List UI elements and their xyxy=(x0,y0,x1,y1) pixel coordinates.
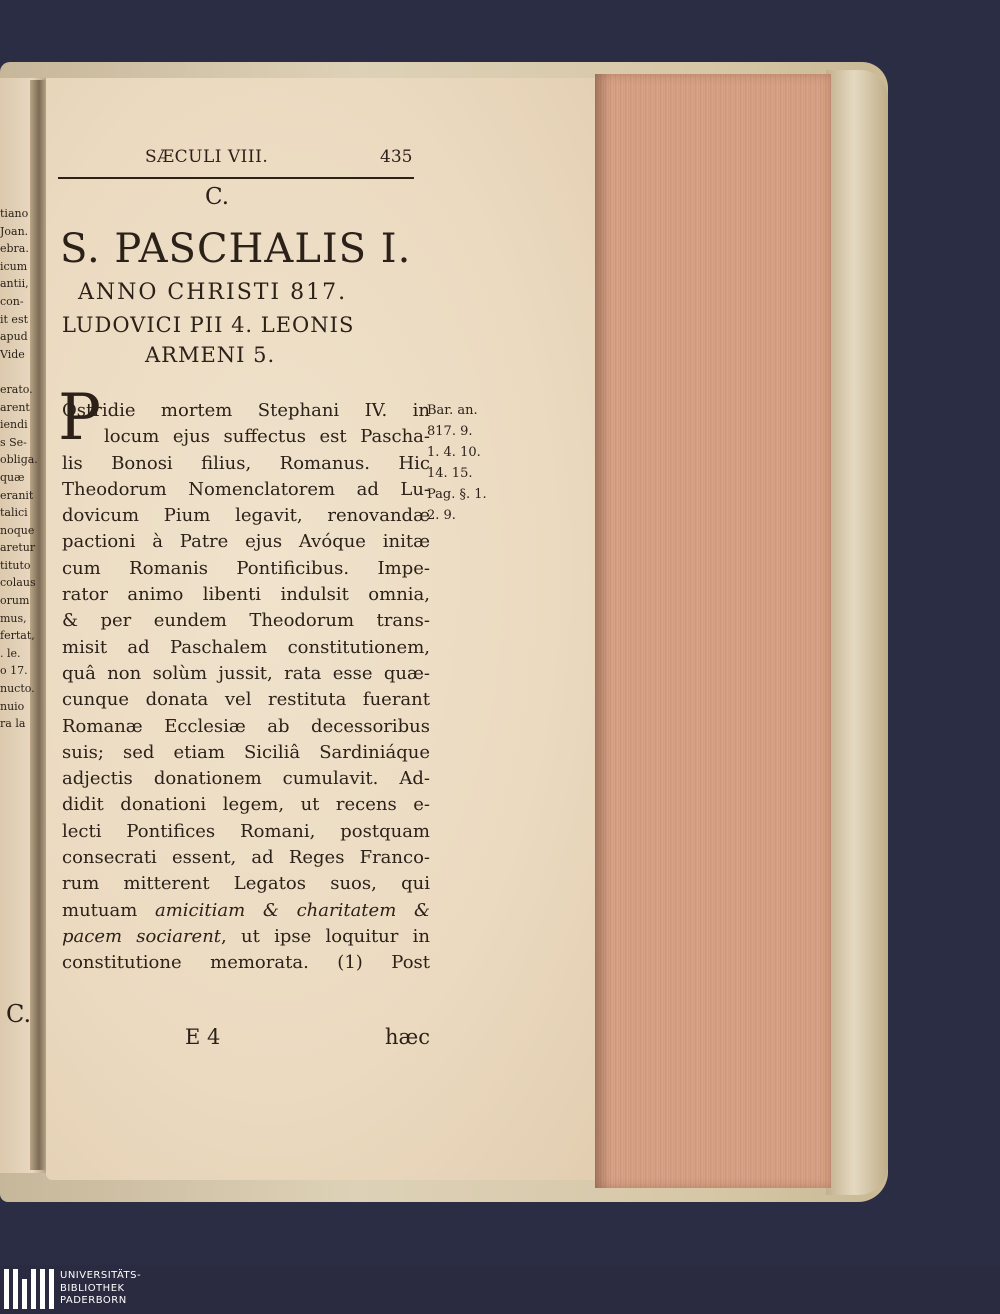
margin-note: 817. 9. xyxy=(427,424,473,439)
body-line: dovicum Pium legavit, renovandæ xyxy=(62,505,430,527)
body-line: suis; sed etiam Siciliâ Sardiniáque xyxy=(62,741,430,763)
body-line-last: constitutione memorata. (1) Post xyxy=(62,952,430,974)
left-page-fragment: o 17. xyxy=(0,664,28,678)
left-page-fragment: Vide xyxy=(0,347,25,361)
body-span: , ut ipse loquitur in xyxy=(221,925,430,947)
left-page-fragment: erato. xyxy=(0,382,33,396)
left-page-fragment xyxy=(0,363,40,381)
library-logo-icon xyxy=(4,1269,54,1309)
left-page-catchword: C. xyxy=(6,1000,32,1028)
margin-note: Pag. §. 1. xyxy=(427,487,487,502)
body-line: rator animo libenti indulsit omnia, xyxy=(62,584,430,606)
left-page-fragment: arent xyxy=(0,400,30,414)
body-italic-span: pacem sociarent xyxy=(62,925,222,947)
left-page-fragment: icum xyxy=(0,259,28,273)
chapter-title: S. PASCHALIS I. xyxy=(60,226,412,272)
body-line: didit donationi legem, ut recens e- xyxy=(62,794,430,816)
body-line: cum Romanis Pontificibus. Impe- xyxy=(62,557,430,579)
left-page-fragment: antii, xyxy=(0,277,29,291)
left-page-fragment: apud xyxy=(0,330,28,344)
left-page-fragment: noque xyxy=(0,523,35,537)
body-line: adjectis donationem cumulavit. Ad- xyxy=(62,768,430,790)
running-head: SÆCULI VIII. xyxy=(145,147,269,167)
left-page-fragment: mus, xyxy=(0,611,27,625)
left-page-fragment: talici xyxy=(0,506,28,520)
body-line: pactioni à Patre ejus Avóque initæ xyxy=(62,531,430,553)
left-page-fragment: obliga. xyxy=(0,453,38,467)
page-block-shadow xyxy=(595,74,611,1188)
left-page-fragment: nucto. xyxy=(0,682,35,696)
left-page-fragment: eranit xyxy=(0,488,34,502)
left-page-fragment: nuio xyxy=(0,699,25,713)
body-text xyxy=(62,398,430,977)
left-page-fragment: it est xyxy=(0,312,29,326)
left-page-fragment: . le. xyxy=(0,646,21,660)
body-line: consecrati essent, ad Reges Franco- xyxy=(62,847,430,869)
left-page-fragment: con- xyxy=(0,294,24,308)
subtitle-line-2: LUDOVICI PII 4. LEONIS xyxy=(62,313,355,337)
left-page-fragment: fertat, xyxy=(0,629,35,643)
margin-notes xyxy=(427,400,517,526)
left-page-fragment: quæ xyxy=(0,470,25,484)
left-page-fragment: colaus xyxy=(0,576,36,590)
body-line: locum ejus suffectus est Pascha- xyxy=(104,426,430,448)
body-line: Ostridie mortem Stephani IV. in xyxy=(62,400,430,421)
body-line: lis Bonosi filius, Romanus. Hic xyxy=(62,452,430,474)
book-cover-edge xyxy=(826,70,888,1195)
signature-mark: E 4 xyxy=(185,1025,221,1049)
page-block-edges xyxy=(595,74,831,1188)
body-span: mutuam xyxy=(62,899,155,921)
library-footer xyxy=(0,1265,1000,1314)
body-line: quâ non solùm jussit, rata esse quæ- xyxy=(62,662,430,684)
body-line: & per eundem Theodorum trans- xyxy=(62,610,430,632)
margin-note: 1. 4. 10. xyxy=(427,445,481,460)
body-italic-span: amicitiam & charitatem & xyxy=(154,899,430,921)
page-number: 435 xyxy=(380,147,413,167)
margin-note: Bar. an. xyxy=(427,403,478,418)
left-page-fragment: tiano xyxy=(0,207,29,220)
margin-note: 14. 15. xyxy=(427,466,473,481)
body-line: cunque donata vel restituta fuerant xyxy=(62,689,430,711)
body-line: rum mitterent Legatos suos, qui xyxy=(62,873,430,895)
subtitle-line-1: ANNO CHRISTI 817. xyxy=(78,280,348,305)
body-line: Theodorum Nomenclatorem ad Lu- xyxy=(62,478,430,500)
body-line: Romanæ Ecclesiæ ab decessoribus xyxy=(62,715,430,737)
header-rule xyxy=(58,177,414,179)
body-line-italic-2 xyxy=(62,924,430,950)
left-page-fragment: Joan. xyxy=(0,224,29,238)
subtitle-line-3: ARMENI 5. xyxy=(145,343,276,367)
left-page-fragment: tituto xyxy=(0,558,31,572)
body-line-italic-1 xyxy=(62,898,430,924)
body-line: lecti Pontifices Romani, postquam xyxy=(62,820,430,842)
left-page-fragment: iendi xyxy=(0,418,28,432)
logo-line: UNIVERSITÄTS- xyxy=(60,1270,142,1281)
left-page-fragment: ebra. xyxy=(0,242,29,256)
section-letter: C. xyxy=(205,184,230,210)
left-page-fragment: aretur xyxy=(0,541,36,555)
library-logo-text xyxy=(60,1270,141,1308)
logo-line: BIBLIOTHEK xyxy=(60,1282,125,1294)
drop-cap: P xyxy=(58,381,102,455)
logo-line: PADERBORN xyxy=(60,1295,127,1306)
body-line: misit ad Paschalem constitutionem, xyxy=(62,636,430,658)
left-page-fragment: orum xyxy=(0,594,30,608)
catchword: hæc xyxy=(385,1025,431,1049)
left-page-fragment: s Se- xyxy=(0,435,27,449)
left-page-text-fragments xyxy=(0,205,40,733)
margin-note: 2. 9. xyxy=(427,508,456,523)
left-page-fragment: ra la xyxy=(0,717,26,731)
